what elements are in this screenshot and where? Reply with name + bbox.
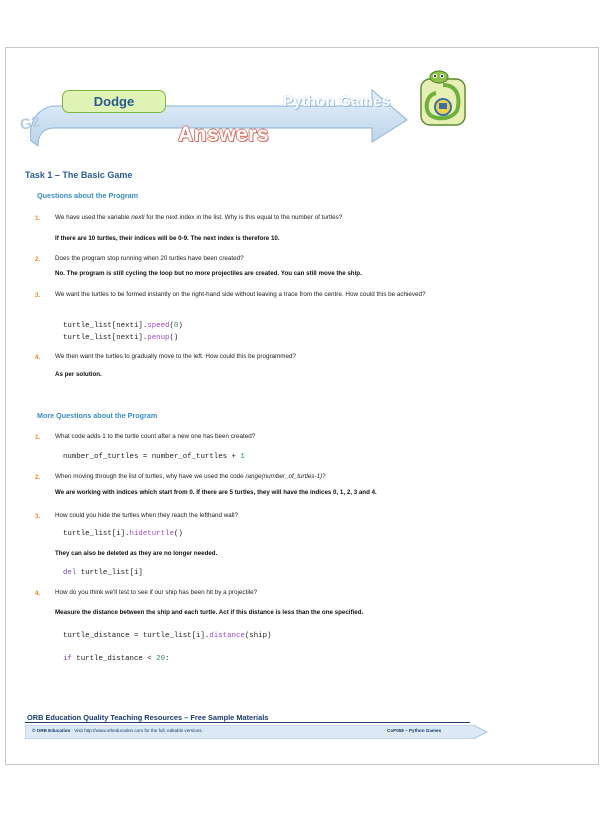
subject-label: Python Games [283,93,391,110]
question-number: 2. [35,474,41,481]
answer-text: If there are 10 turtles, their indices will be 0-9. The next index is therefore 10. [55,235,280,242]
question-number: 3. [35,513,41,520]
answer-text: As per solution. [55,371,102,378]
question-text: What code adds 1 to the turtle count after a new one has been created? [55,433,256,440]
question-text: We want the turtles to be formed instantly on the right-hand side without leaving a trace from the centre. How could this be achieved? [55,291,426,298]
footer-visit-link[interactable]: Visit http://www.orbeducation.com for the full, editable versions. [74,728,203,733]
lesson-title: Dodge [62,90,166,113]
footer-title: ORB Education Quality Teaching Resources – Free Sample Materials [27,713,269,722]
question-number: 3. [35,292,41,299]
code-line: turtle_distance = turtle_list[i].distance(ship) [63,632,272,640]
code-line: if turtle_distance < 20: [63,655,170,663]
answer-text: We are working with indices which start from 0. If there are 5 turtles, they will have the indices 0, 1, 2, 3 and 4. [55,489,377,496]
section-title-questions: Questions about the Program [37,191,139,200]
page-heading: Answers [178,123,270,146]
grade-badge: G2 [18,113,42,134]
question-text: Does the program stop running when 20 turtles have been created? [55,255,244,262]
footer-divider [25,722,470,723]
question-text: When moving through the list of turtles, why have we used the code range(number_of_turtles-1)? [55,473,326,480]
answer-text: No. The program is still cycling the loop but no more projectiles are created. You can still move the ship. [55,270,362,277]
question-text: We have used the variable nexti for the next index in the list. Why is this equal to the number of turtles? [55,214,343,221]
question-number: 1. [35,215,41,222]
footer-copyright: © ORB Education Visit http://www.orbeducation.com for the full, editable versions. [32,728,203,733]
task-title: Task 1 – The Basic Game [25,170,133,180]
python-snake-logo [418,69,468,129]
answer-text: They can also be deleted as they are no longer needed. [55,550,218,557]
question-number: 4. [35,354,41,361]
question-text: We then want the turtles to gradually move to the left. How could this be programmed? [55,353,297,360]
code-line: number_of_turtles = number_of_turtles + 1 [63,453,245,461]
code-line: turtle_list[nexti].penup() [63,334,179,342]
code-line: del turtle_list[i] [63,569,143,577]
answer-text: Measure the distance between the ship and each turtle. Act if this distance is less than the one specified. [55,609,364,616]
question-number: 4. [35,590,41,597]
footer-resource-code: CoP058 – Python Games [387,728,442,733]
code-line: turtle_list[i].hideturtle() [63,530,183,538]
question-number: 1. [35,434,41,441]
question-text: How could you hide the turtles when they reach the lefthand wall? [55,512,239,519]
question-text: How do you think we'll test to see if our ship has been hit by a projectile? [55,589,258,596]
code-line: turtle_list[nexti].speed(0) [63,322,183,330]
question-number: 2. [35,256,41,263]
section-title-more-questions: More Questions about the Program [37,411,158,420]
